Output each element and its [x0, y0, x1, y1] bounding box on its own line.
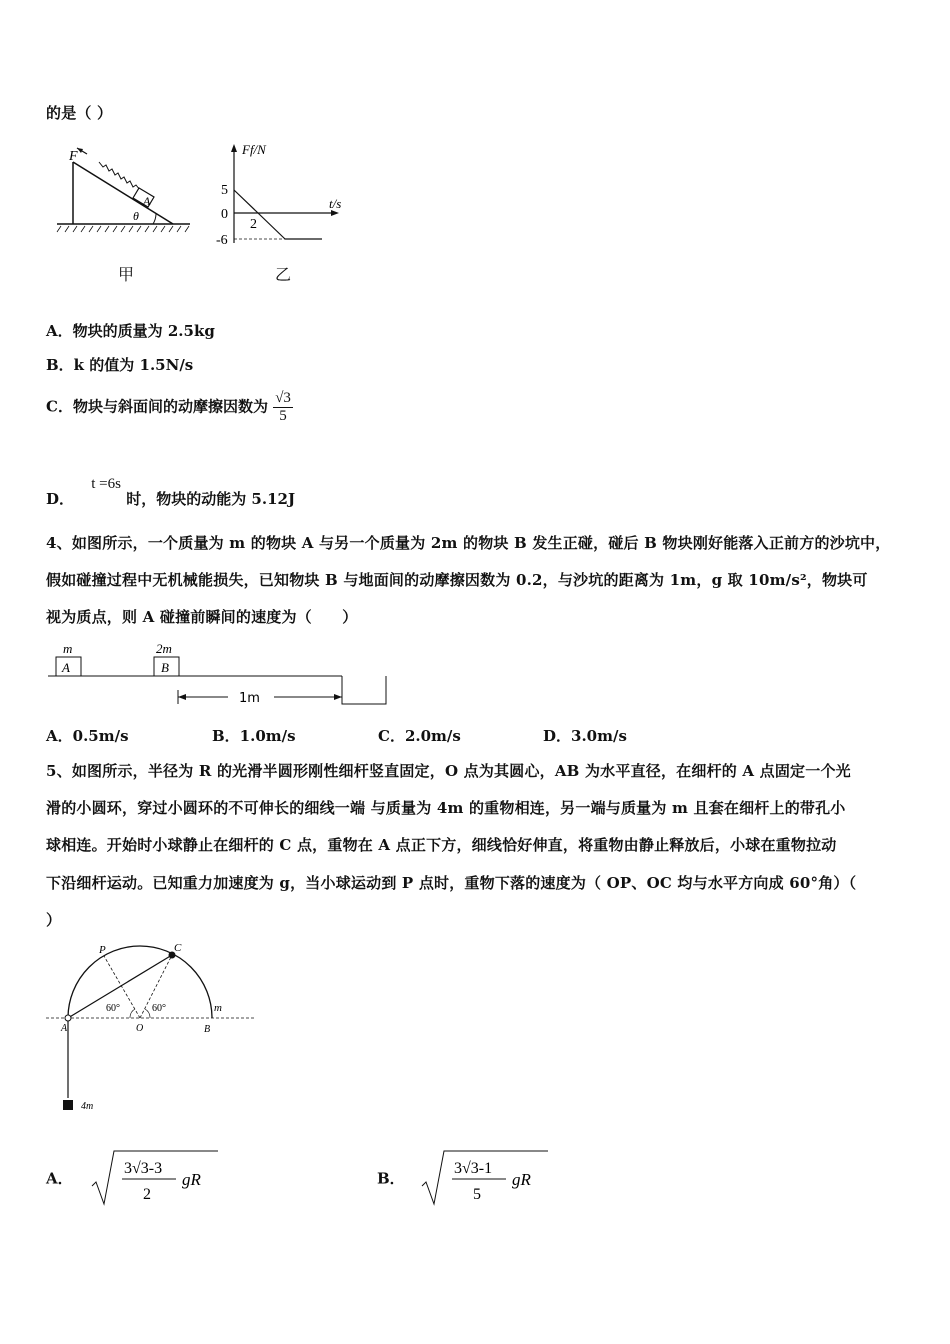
q4-stem-line2: 假如碰撞过程中无机械能损失，已知物块 B 与地面间的动摩擦因数为 0.2，与沙坑的距离为 1m，g 取 10m/s²，物块可: [46, 571, 868, 589]
q4-fig-label-b: B: [161, 660, 169, 675]
q5-stem-line5: ）: [46, 911, 62, 929]
q4-fig-label-2m: 2m: [156, 641, 172, 656]
q5-option-b[interactable]: [377, 1148, 550, 1208]
fig-yi-xlabel: t/s: [329, 196, 342, 211]
q5-fig-label-60b: 60°: [152, 1003, 166, 1014]
figure-yi-graph: [212, 138, 362, 253]
q5-fig-label-60a: 60°: [106, 1003, 120, 1014]
q5-option-a[interactable]: [46, 1148, 220, 1208]
fig-yi-tick-5: 5: [221, 183, 228, 198]
q3-option-d-label: D．: [46, 490, 75, 508]
q5-option-b-gr: gR: [511, 1170, 531, 1189]
q5-option-b-label: B．: [377, 1169, 405, 1188]
q5-fig-label-a: A: [61, 1023, 68, 1034]
q5-option-a-num: 3√3-3: [123, 1160, 162, 1177]
q4-option-a[interactable]: A．0.5m/s: [46, 727, 129, 745]
q3-option-b[interactable]: B．k 的值为 1.5N/s: [46, 356, 194, 374]
q5-fig-label-b: B: [204, 1024, 211, 1035]
q4-option-c[interactable]: C．2.0m/s: [378, 727, 461, 745]
q4-stem-line3: 视为质点，则 A 碰撞前瞬间的速度为（ ）: [46, 608, 358, 626]
fig-yi-tick-0: 0: [221, 207, 228, 222]
q3-option-c[interactable]: [46, 390, 293, 425]
fig-yi-tick-2: 2: [250, 217, 257, 232]
fig-yi-caption: 乙: [275, 265, 292, 284]
q3-stem-tail: 的是（ ）: [46, 104, 113, 122]
q5-option-a-radical: [90, 1148, 220, 1208]
q3-option-d-text: 时，物块的动能为 5.12J: [126, 490, 296, 508]
q3-option-c-den: 5: [273, 407, 293, 425]
q5-option-b-num: 3√3-1: [453, 1160, 493, 1177]
q3-option-d-math: t =6s: [91, 476, 121, 492]
q4-fig-label-m: m: [63, 641, 73, 656]
figure-jia-incline: [55, 140, 195, 240]
fig-jia-label-f: F: [69, 149, 78, 164]
q3-option-a[interactable]: A．物块的质量为 2.5kg: [46, 322, 215, 340]
figure-q5-semicircle: [44, 938, 259, 1118]
q4-fig-label-1m: 1m: [239, 691, 260, 706]
q3-option-c-text: C．物块与斜面间的动摩擦因数为: [46, 397, 268, 416]
q5-stem-line1: 5、如图所示，半径为 R 的光滑半圆形刚性细杆竖直固定，O 点为其圆心，AB 为水平直径，在细杆的 A 点固定一个光: [46, 762, 851, 780]
q5-stem-line4: 下沿细杆运动。已知重力加速度为 g，当小球运动到 P 点时，重物下落的速度为（ OP、OC 均与水平方向成 60°角）（: [46, 874, 857, 892]
q5-option-a-den: 2: [142, 1186, 151, 1203]
q4-fig-label-a: A: [62, 660, 70, 675]
fig-yi-ylabel: Ff/N: [242, 142, 266, 157]
q4-stem-line1: 4、如图所示，一个质量为 m 的物块 A 与另一个质量为 2m 的物块 B 发生正碰，碰后 B 物块刚好能落入正前方的沙坑中，: [46, 534, 891, 552]
q5-stem-line2: 滑的小圆环，穿过小圆环的不可伸长的细线一端 与质量为 4m 的重物相连，另一端与质量为 m 且套在细杆上的带孔小: [46, 799, 846, 817]
q5-fig-label-4m: 4m: [81, 1101, 94, 1112]
figure-q4-collision: [46, 638, 396, 710]
q3-option-c-fraction: [273, 390, 293, 425]
q5-option-a-gr: gR: [181, 1170, 201, 1189]
q4-option-b[interactable]: B．1.0m/s: [212, 727, 296, 745]
fig-jia-label-theta: θ: [133, 209, 139, 223]
q3-option-c-num: √3: [275, 390, 291, 406]
q5-option-b-den: 5: [472, 1186, 481, 1203]
fig-jia-label-a: A: [143, 194, 151, 208]
q5-fig-label-c: C: [174, 942, 182, 954]
q4-option-d[interactable]: D．3.0m/s: [543, 727, 627, 745]
q5-stem-line3: 球相连。开始时小球静止在细杆的 C 点，重物在 A 点正下方，细线恰好伸直，将重物由静止释放后，小球在重物拉动: [46, 836, 837, 854]
fig-yi-tick-neg6: -6: [216, 233, 228, 248]
q5-option-b-radical: [420, 1148, 550, 1208]
fig-jia-caption: 甲: [118, 265, 135, 284]
q5-fig-label-p: P: [99, 944, 106, 956]
q5-fig-label-m: m: [214, 1002, 222, 1014]
q3-option-d[interactable]: [46, 476, 295, 509]
q5-option-a-label: A．: [46, 1169, 73, 1188]
q5-fig-label-o: O: [136, 1023, 144, 1034]
